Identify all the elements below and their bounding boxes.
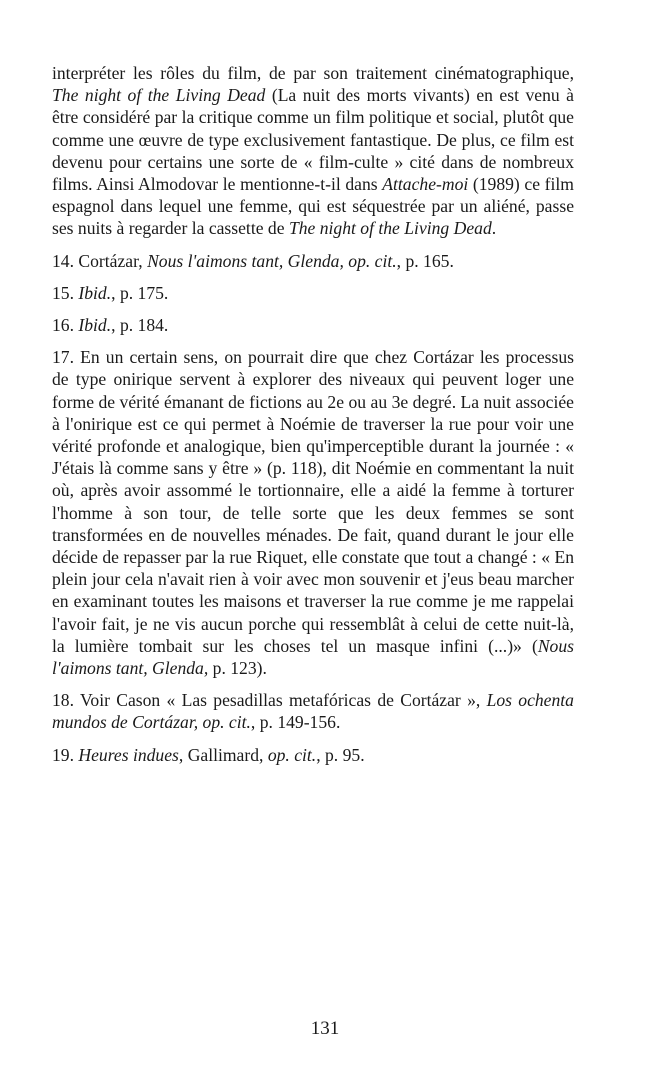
film-title: Attache-moi (382, 174, 469, 195)
film-title: The night of the Living Dead (288, 218, 492, 239)
note-text: p. 123). (208, 658, 267, 679)
note-text: 16. (52, 315, 79, 336)
note-title: Heures indues (78, 744, 179, 765)
film-title: The night of the Living Dead (52, 85, 266, 106)
text-segment: interpréter les rôles du film, de par son traitement cinématographique, (52, 63, 574, 83)
footnote-16 (52, 314, 574, 336)
note-title: Ibid. (78, 315, 112, 336)
note-text: , p. 149-156. (250, 712, 341, 733)
note-text: 18. Voir Cason « Las pesadillas metafóricas de Cortázar », (52, 690, 487, 711)
note-text: 15. (52, 282, 79, 303)
footnote-19 (52, 744, 574, 766)
note-title: Ibid. (78, 282, 112, 303)
note-text: 19. (52, 744, 79, 765)
text-segment: . (491, 218, 497, 239)
text-segment: (La nuit des morts vivants) en est venu à être considéré par la critique comme un film politique et social, plutôt que comme une œuvre de type exclusivement fantastique. De plus, ce film est devenu pour certains une sorte de « film-culte » cité dans de nombreux films. Ainsi Almodovar le mentionne-t-il dans (52, 85, 574, 195)
footnote-17 (52, 346, 574, 679)
note-title: Nous l'aimons tant, Glenda, op. cit. (147, 250, 397, 271)
note-citation: op. cit. (267, 744, 317, 765)
footnote-18 (52, 689, 574, 733)
note-text: 14. Cortázar, (52, 250, 148, 271)
footnote-continuation (52, 62, 574, 240)
note-title: Los ochenta mundos de Cortázar, op. cit. (52, 690, 574, 733)
page-number: 131 (310, 1018, 340, 1039)
page-body (52, 62, 574, 776)
note-text: , p. 184. (111, 315, 169, 336)
note-text: 17. En un certain sens, on pourrait dire que chez Cortázar les processus de type onirique servent à explorer des niveaux qui peuvent loger une forme de vérité émanant de fictions au 2e ou au 3e degré. La nuit associée à l'onirique est ce qui permet à Noémie de traverser la rue pour voir une vérité profonde et analogique, bien qu'imperceptible durant la journée : « J'étais là comme sans y être » (p. 118), dit Noémie en commentant la nuit où, après avoir assommé le tortionnaire, elle a aidé la femme à torturer l'homme à son tour, de telle sorte que les deux femmes se sont transformées en de nouvelles ménades. De fait, quand durant le jour elle décide de repasser par la rue Riquet, elle constate que tout a changé : « En plein jour cela n'avait rien à voir avec mon souvenir et j'eus beau marcher en examinant toutes les maisons et traverser la rue comme je me rappelai l'avoir fait, je ne vis aucun porche qui ressemblât à celui de cette nuit-là, la lumière tombait sur les choses tel un masque infini (...)» ( (52, 347, 574, 656)
note-title: Nous l'aimons tant, Glenda, (52, 635, 574, 679)
footnote-15 (52, 282, 574, 304)
note-text: , p. 95. (316, 744, 365, 765)
note-text: , p. 165. (396, 250, 454, 271)
note-text: , p. 175. (111, 282, 169, 303)
note-text: , Gallimard, (178, 744, 268, 765)
footnote-14 (52, 250, 574, 272)
text-segment: (1989) ce film espagnol dans lequel une femme, qui est séquestrée par un aliéné, passe ses nuits à regarder la cassette de (52, 174, 574, 239)
